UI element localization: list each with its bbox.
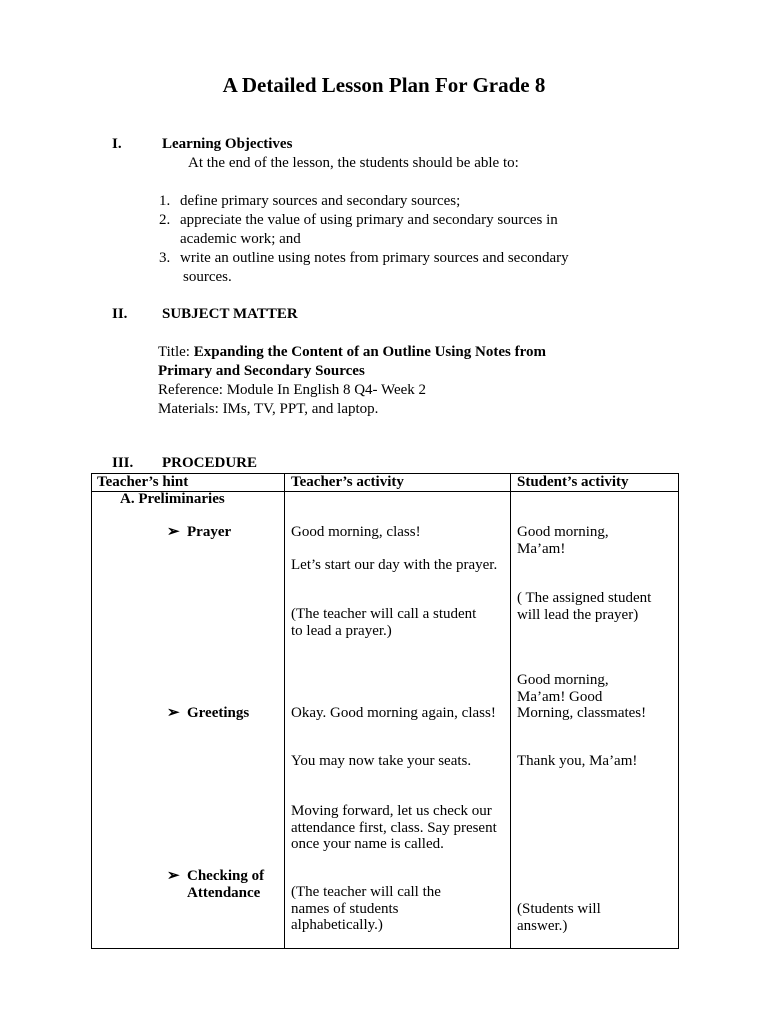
teacher-greetings-2: You may now take your seats. xyxy=(291,753,472,769)
hint-attendance-label: Checking of Attendance xyxy=(187,868,265,901)
student-prayer-1: Good morning, Ma’am! xyxy=(517,524,609,557)
student-greetings-1: Good morning, Ma’am! Good Morning, classmates! xyxy=(517,672,647,721)
student-greetings-2: Thank you, Ma’am! xyxy=(517,753,638,769)
arrow-bullet-icon: ➢ xyxy=(167,524,180,540)
subject-title xyxy=(158,343,546,362)
objective-1-number: 1. xyxy=(159,193,171,209)
subject-title-label: Title: xyxy=(158,344,194,360)
arrow-bullet-icon: ➢ xyxy=(167,868,180,884)
table-column-divider-1 xyxy=(284,473,285,949)
student-attendance-1: (Students will answer.) xyxy=(517,901,601,934)
objective-2-number: 2. xyxy=(159,212,171,228)
teacher-prayer-1: Good morning, class! xyxy=(291,524,421,540)
section-3-numeral: III. xyxy=(112,455,134,471)
teacher-greetings-1: Okay. Good morning again, class! xyxy=(291,705,496,721)
header-teachers-hint: Teacher’s hint xyxy=(97,474,189,490)
preliminaries-label: A. Preliminaries xyxy=(120,491,225,507)
hint-prayer-label: Prayer xyxy=(187,524,232,540)
table-border-right xyxy=(678,473,679,949)
arrow-bullet-icon: ➢ xyxy=(167,705,180,721)
header-teachers-activity: Teacher’s activity xyxy=(291,474,404,490)
table-border-bottom xyxy=(91,948,679,949)
hint-greetings-label: Greetings xyxy=(187,705,250,721)
teacher-attendance-1: Moving forward, let us check our attendance first, class. Say present once your name is called. xyxy=(291,803,497,852)
header-students-activity: Student’s activity xyxy=(517,474,629,490)
subject-reference: Reference: Module In English 8 Q4- Week 2 xyxy=(158,382,427,398)
student-prayer-2: ( The assigned student will lead the prayer) xyxy=(517,590,652,623)
subject-title-value-1: Expanding the Content of an Outline Using Notes from xyxy=(193,344,546,360)
table-column-divider-2 xyxy=(510,473,511,949)
hint-prayer xyxy=(167,524,231,541)
objective-3-number: 3. xyxy=(159,250,171,266)
subject-title-value-2: Primary and Secondary Sources xyxy=(158,363,365,379)
teacher-attendance-2: (The teacher will call the names of students alphabetically.) xyxy=(291,884,441,933)
section-2-heading: SUBJECT MATTER xyxy=(162,306,298,322)
document-title: A Detailed Lesson Plan For Grade 8 xyxy=(222,73,546,97)
objective-3-line-1: write an outline using notes from primary sources and secondary xyxy=(180,250,569,266)
subject-materials: Materials: IMs, TV, PPT, and laptop. xyxy=(158,401,379,417)
table-border-left xyxy=(91,473,92,949)
hint-attendance xyxy=(167,868,282,901)
teacher-prayer-3: (The teacher will call a student to lead a prayer.) xyxy=(291,606,477,639)
objective-3-line-2: sources. xyxy=(183,269,232,285)
objective-1-text: define primary sources and secondary sources; xyxy=(180,193,461,209)
section-1-heading: Learning Objectives xyxy=(162,136,293,152)
teacher-prayer-2: Let’s start our day with the prayer. xyxy=(291,557,498,573)
objectives-intro: At the end of the lesson, the students should be able to: xyxy=(188,155,519,171)
objective-2-line-2: academic work; and xyxy=(180,231,301,247)
objective-2-line-1: appreciate the value of using primary and secondary sources in xyxy=(180,212,558,228)
section-1-numeral: I. xyxy=(112,136,122,152)
hint-greetings xyxy=(167,705,249,722)
section-2-numeral: II. xyxy=(112,306,128,322)
section-3-heading: PROCEDURE xyxy=(162,455,258,471)
